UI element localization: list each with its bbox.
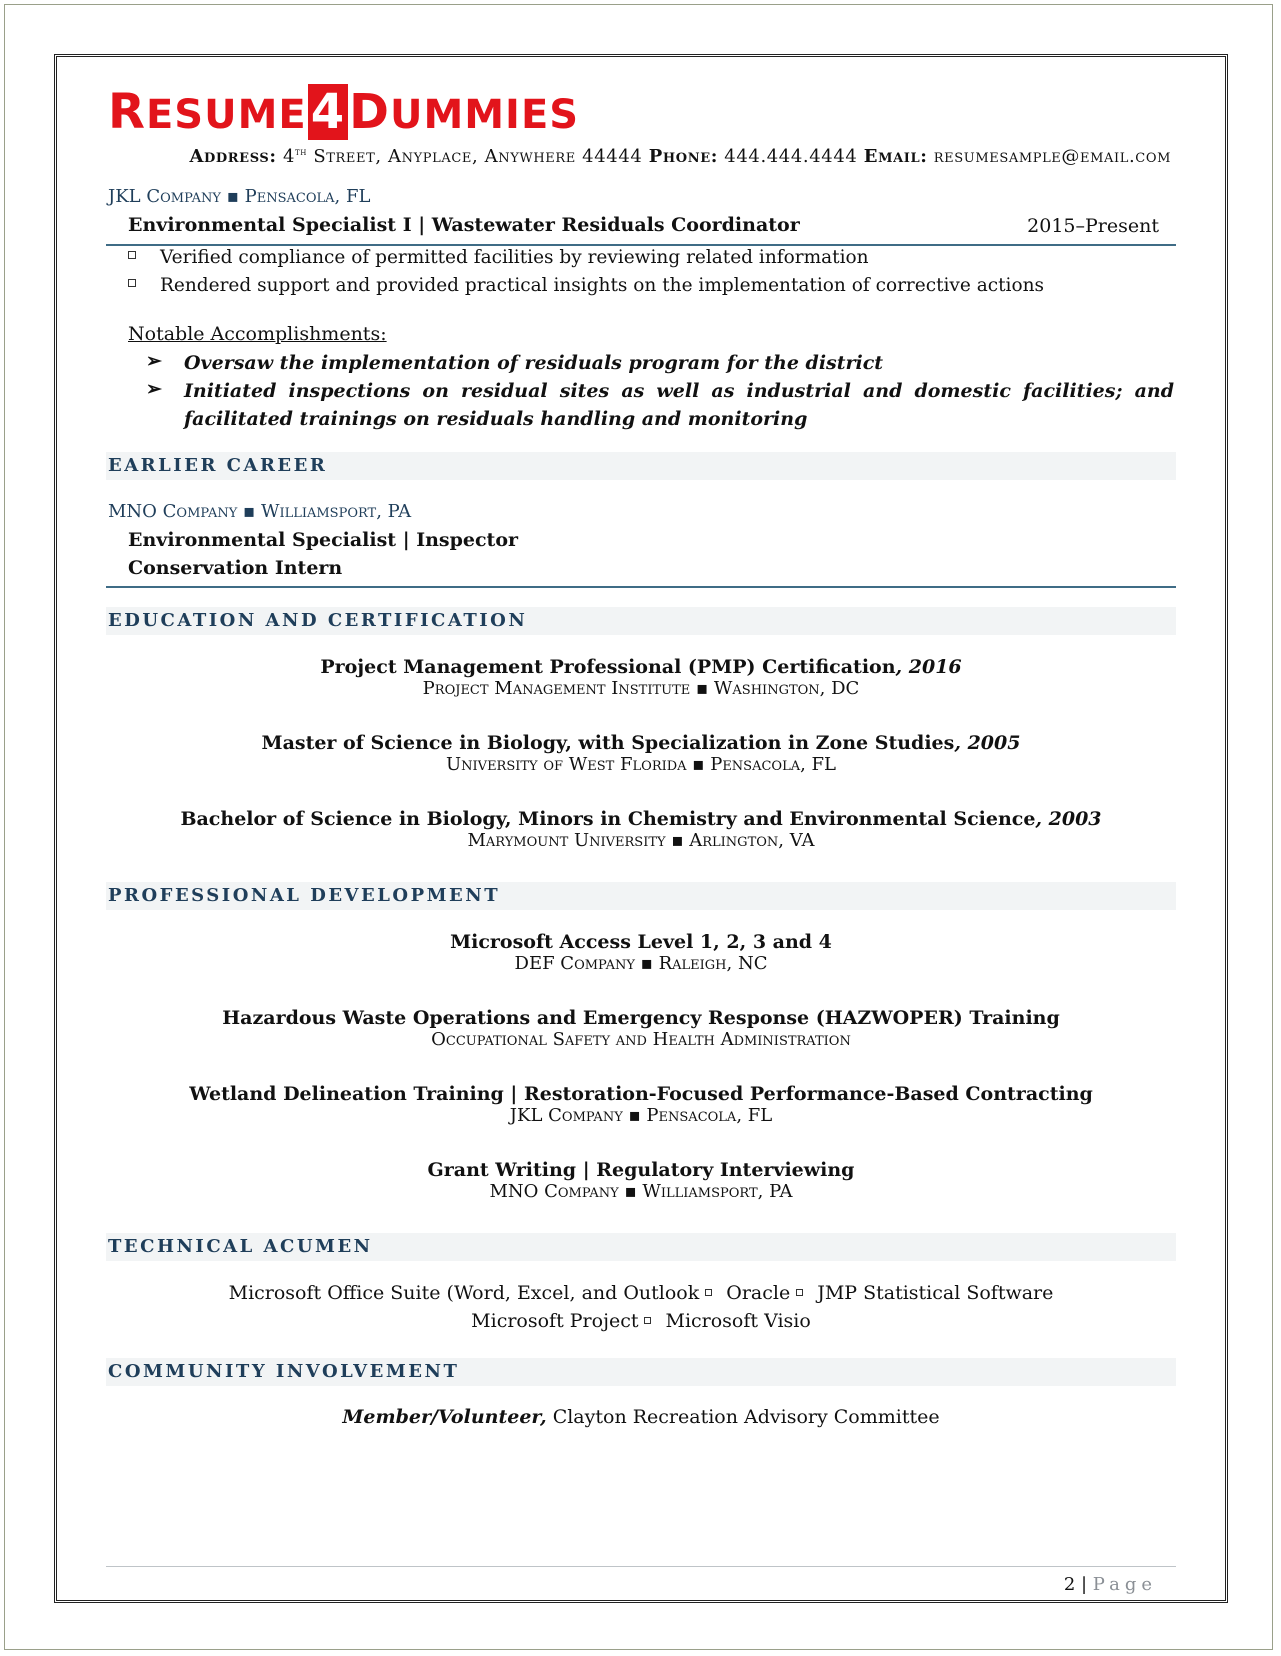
accomplishment-2: Initiated inspections on residual sites as well as industrial and domestic facilities; and facilitated trainings on residuals handling and monitoring — [184, 380, 1174, 430]
phone-value: 444.444.4444 — [724, 146, 858, 167]
job1-bullet-2 — [128, 275, 1044, 296]
education-item-3 — [106, 808, 1176, 851]
technical-skills-line-2 — [106, 1310, 1176, 1332]
community-org: Clayton Recreation Advisory Committee — [546, 1406, 940, 1428]
job1-bullet-1 — [128, 247, 869, 268]
notable-accomplishments-label: Notable Accomplishments: — [128, 323, 387, 345]
logo-esume: ESUME — [145, 92, 307, 138]
address-number: 4 — [282, 146, 296, 167]
degree-name: Master of Science in Biology, with Specialization in Zone Studies — [261, 732, 955, 754]
square-bullet-icon — [128, 251, 136, 259]
footer-divider — [106, 1566, 1176, 1567]
bullet-text: Verified compliance of permitted facilities by reviewing related information — [160, 247, 869, 268]
job1-divider — [106, 244, 1176, 246]
technical-skills-line-1 — [106, 1282, 1176, 1304]
arrow-bullet-icon: ➢ — [146, 350, 162, 372]
institution: Marymount University ▪ Arlington, VA — [467, 830, 815, 851]
address-label: Address: — [189, 146, 277, 167]
degree-year: , 2005 — [954, 732, 1021, 754]
email-value[interactable]: resumesample@email.com — [933, 146, 1171, 167]
development-item-4 — [106, 1159, 1176, 1202]
logo-four: 4 — [308, 84, 348, 140]
degree-year: , 2016 — [895, 656, 962, 678]
community-item — [106, 1406, 1176, 1428]
institution: Project Management Institute ▪ Washington, DC — [422, 678, 860, 699]
community-role: Member/Volunteer, — [342, 1406, 547, 1428]
training-name: Wetland Delineation Training | Restoration-Focused Performance-Based Contracting — [189, 1083, 1093, 1105]
education-title — [106, 808, 1176, 830]
skill: Oracle — [726, 1282, 791, 1304]
training-provider: MNO Company ▪ Williamsport, PA — [489, 1181, 793, 1202]
skill: Microsoft Visio — [665, 1310, 811, 1332]
degree-name: Bachelor of Science in Biology, Minors in Chemistry and Environmental Science — [180, 808, 1036, 830]
logo — [108, 84, 579, 143]
job1-title: Environmental Specialist I | Wastewater Residuals Coordinator — [128, 214, 800, 236]
earlier-company: MNO Company ▪ Williamsport, PA — [108, 501, 412, 522]
section-heading-earlier-career: EARLIER CAREER — [108, 455, 328, 476]
skill: Microsoft Project — [471, 1310, 639, 1332]
job1-dates: 2015–Present — [1027, 215, 1159, 237]
page-separator: | — [1075, 1574, 1093, 1595]
education-item-1 — [106, 656, 1176, 699]
training-provider: JKL Company ▪ Pensacola, FL — [509, 1105, 773, 1126]
skill: JMP Statistical Software — [817, 1282, 1054, 1304]
contact-line — [189, 146, 1171, 167]
education-item-2 — [106, 732, 1176, 775]
email-label: Email: — [863, 146, 928, 167]
address-suffix: th — [295, 147, 308, 158]
section-heading-education: EDUCATION AND CERTIFICATION — [108, 610, 528, 631]
training-name: Hazardous Waste Operations and Emergency Response (HAZWOPER) Training — [222, 1007, 1060, 1029]
square-bullet-icon — [705, 1289, 712, 1296]
page-word: Page — [1092, 1574, 1157, 1595]
development-item-1 — [106, 931, 1176, 974]
section-heading-development: PROFESSIONAL DEVELOPMENT — [108, 885, 501, 906]
training-provider: DEF Company ▪ Raleigh, NC — [514, 953, 768, 974]
institution: University of West Florida ▪ Pensacola, FL — [446, 754, 836, 775]
square-bullet-icon — [128, 279, 136, 287]
education-title — [106, 656, 1176, 678]
logo-r: R — [108, 84, 146, 140]
training-name: Grant Writing | Regulatory Interviewing — [427, 1159, 855, 1181]
development-item-2 — [106, 1007, 1176, 1050]
section-heading-technical: TECHNICAL ACUMEN — [108, 1236, 373, 1257]
skill: Microsoft Office Suite (Word, Excel, and Outlook — [228, 1282, 700, 1304]
training-provider: Occupational Safety and Health Administration — [431, 1029, 851, 1050]
arrow-bullet-icon: ➢ — [146, 378, 162, 400]
square-bullet-icon — [644, 1317, 651, 1324]
degree-year: , 2003 — [1035, 808, 1102, 830]
development-item-3 — [106, 1083, 1176, 1126]
earlier-title-1: Environmental Specialist | Inspector — [128, 529, 519, 551]
address-value: Street, Anyplace, Anywhere 44444 — [307, 146, 643, 167]
degree-name: Project Management Professional (PMP) Certification — [320, 656, 896, 678]
phone-label: Phone: — [648, 146, 718, 167]
page-footer — [1064, 1574, 1157, 1595]
bullet-text: Rendered support and provided practical insights on the implementation of corrective actions — [160, 275, 1044, 296]
square-bullet-icon — [796, 1289, 803, 1296]
education-title — [106, 732, 1176, 754]
logo-ummies: UMMIES — [389, 92, 580, 138]
accomplishment-1: Oversaw the implementation of residuals program for the district — [184, 352, 884, 374]
job1-company: JKL Company ▪ Pensacola, FL — [108, 186, 371, 207]
section-heading-community: COMMUNITY INVOLVEMENT — [108, 1361, 460, 1382]
earlier-title-2: Conservation Intern — [128, 557, 343, 579]
training-name: Microsoft Access Level 1, 2, 3 and 4 — [450, 931, 832, 953]
logo-d: D — [349, 84, 390, 140]
earlier-divider — [106, 586, 1176, 588]
page-number: 2 — [1063, 1574, 1076, 1595]
